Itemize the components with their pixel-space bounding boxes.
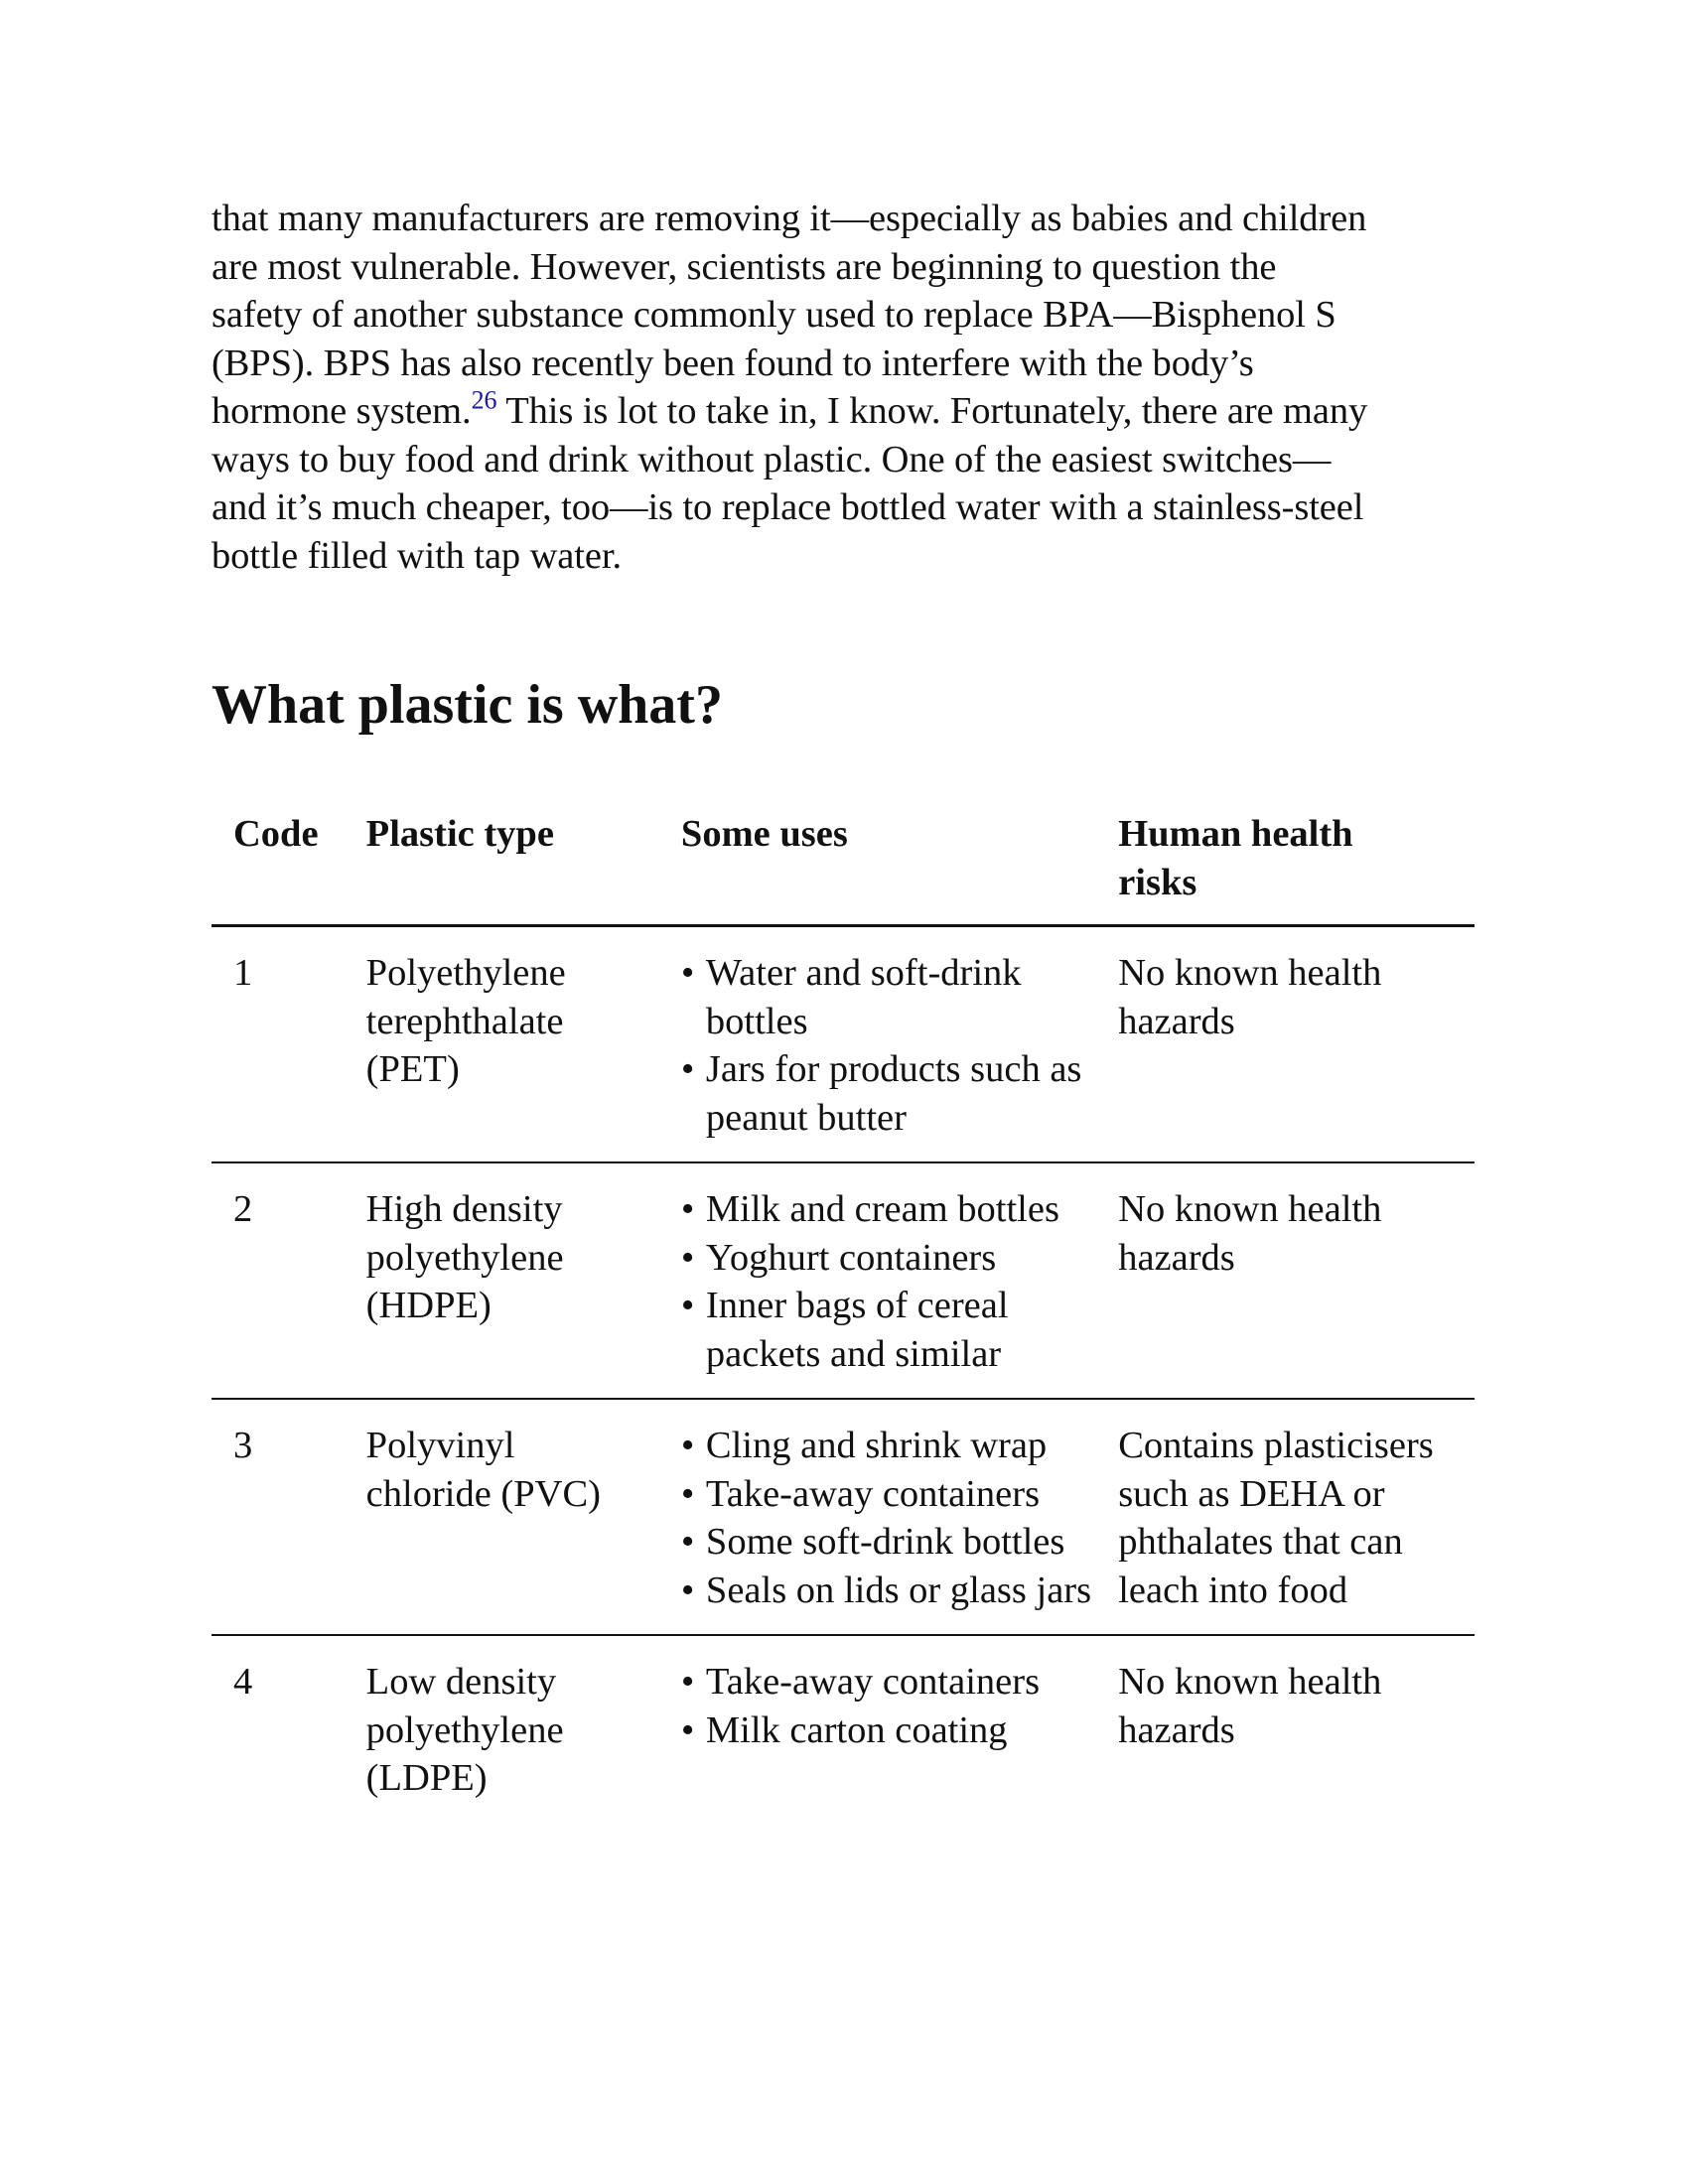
paragraph-text: This is lot to take in, I know. Fortunately, there are many: [496, 390, 1368, 432]
type-text: (LDPE): [365, 1757, 488, 1799]
list-item: • Milk and cream bottles: [681, 1185, 1118, 1234]
paragraph-line: and it’s much cheaper, too—is to replace bottled water with a stainless-steel: [211, 486, 1364, 528]
column-header-code: Code: [211, 810, 366, 926]
footnote-link[interactable]: 26: [471, 385, 497, 415]
table-row: [211, 1162, 1475, 1399]
intro-paragraph: [211, 195, 1478, 580]
code-cell: 1: [211, 926, 366, 1163]
code-cell: 3: [211, 1399, 366, 1635]
list-item: • Cling and shrink wrap: [681, 1422, 1118, 1470]
type-text: polyethylene: [365, 1236, 564, 1279]
risks-cell: No known health hazards: [1118, 1661, 1382, 1751]
section-heading: What plastic is what?: [211, 674, 723, 736]
code-cell: 2: [211, 1162, 366, 1399]
table-header-row: [211, 810, 1475, 926]
document-page: [211, 195, 1478, 1799]
list-item: • Some soft-drink bottles: [681, 1518, 1118, 1567]
uses-list: [681, 1185, 1118, 1378]
type-cell: [366, 1399, 681, 1635]
paragraph-line: (BPS). BPS has also recently been found to interfere with the body’s: [211, 341, 1254, 384]
risks-cell: No known health hazards: [1118, 1162, 1475, 1399]
type-text: High density: [365, 1188, 563, 1230]
list-item: • Take-away containers: [681, 1470, 1118, 1519]
plastics-table: [211, 810, 1475, 1823]
uses-list: [681, 1422, 1118, 1614]
type-text: (PET): [365, 1048, 460, 1090]
column-header-risks: [1118, 810, 1475, 926]
column-header-type: Plastic type: [366, 810, 681, 926]
paragraph-line: bottle filled with tap water.: [211, 534, 623, 577]
type-text: polyethylene: [365, 1708, 564, 1751]
type-cell: [366, 1162, 681, 1399]
type-text: chloride (PVC): [365, 1472, 601, 1515]
uses-cell: [681, 1635, 1118, 1823]
list-item: • Take-away containers: [681, 1658, 1118, 1706]
list-item: • Water and soft-drink bottles: [681, 949, 1118, 1045]
uses-list: [681, 949, 1118, 1142]
uses-cell: [681, 1162, 1118, 1399]
column-header-uses: Some uses: [681, 810, 1118, 926]
table-row: [211, 926, 1475, 1163]
type-text: Polyvinyl: [365, 1425, 515, 1466]
risks-cell: No known health hazards: [1118, 926, 1475, 1163]
list-item: • Milk carton coating: [681, 1706, 1118, 1755]
uses-cell: [681, 926, 1118, 1163]
paragraph-line: are most vulnerable. However, scientists are beginning to question the: [211, 245, 1277, 288]
type-text: Low density: [365, 1661, 557, 1703]
list-item: • Yoghurt containers: [681, 1234, 1118, 1283]
header-text: risks: [1118, 861, 1197, 903]
paragraph-line: ways to buy food and drink without plastic. One of the easiest switches—: [211, 438, 1332, 480]
list-item: • Inner bags of cereal packets and similar: [681, 1282, 1118, 1378]
paragraph-text: hormone system.: [211, 390, 472, 432]
paragraph-line: safety of another substance commonly used to replace BPA—Bisphenol S: [211, 294, 1336, 336]
list-item: • Jars for products such as peanut butter: [681, 1045, 1118, 1142]
table-row: [211, 1635, 1475, 1823]
risks-cell: Contains plasticisers such as DEHA or phthalates that can leach into food: [1118, 1399, 1475, 1635]
type-text: (HDPE): [365, 1285, 492, 1326]
uses-list: [681, 1658, 1118, 1754]
paragraph-line: that many manufacturers are removing it—especially as babies and children: [211, 198, 1367, 239]
type-text: terephthalate: [365, 1000, 564, 1042]
type-text: Polyethylene: [365, 952, 566, 994]
table-row: [211, 1399, 1475, 1635]
list-item: • Seals on lids or glass jars: [681, 1567, 1118, 1615]
type-cell: [366, 1635, 681, 1823]
header-text: Human health: [1118, 813, 1353, 855]
uses-cell: [681, 1399, 1118, 1635]
code-cell: 4: [233, 1661, 253, 1703]
paragraph-line: [211, 387, 1478, 436]
type-cell: [366, 926, 681, 1163]
